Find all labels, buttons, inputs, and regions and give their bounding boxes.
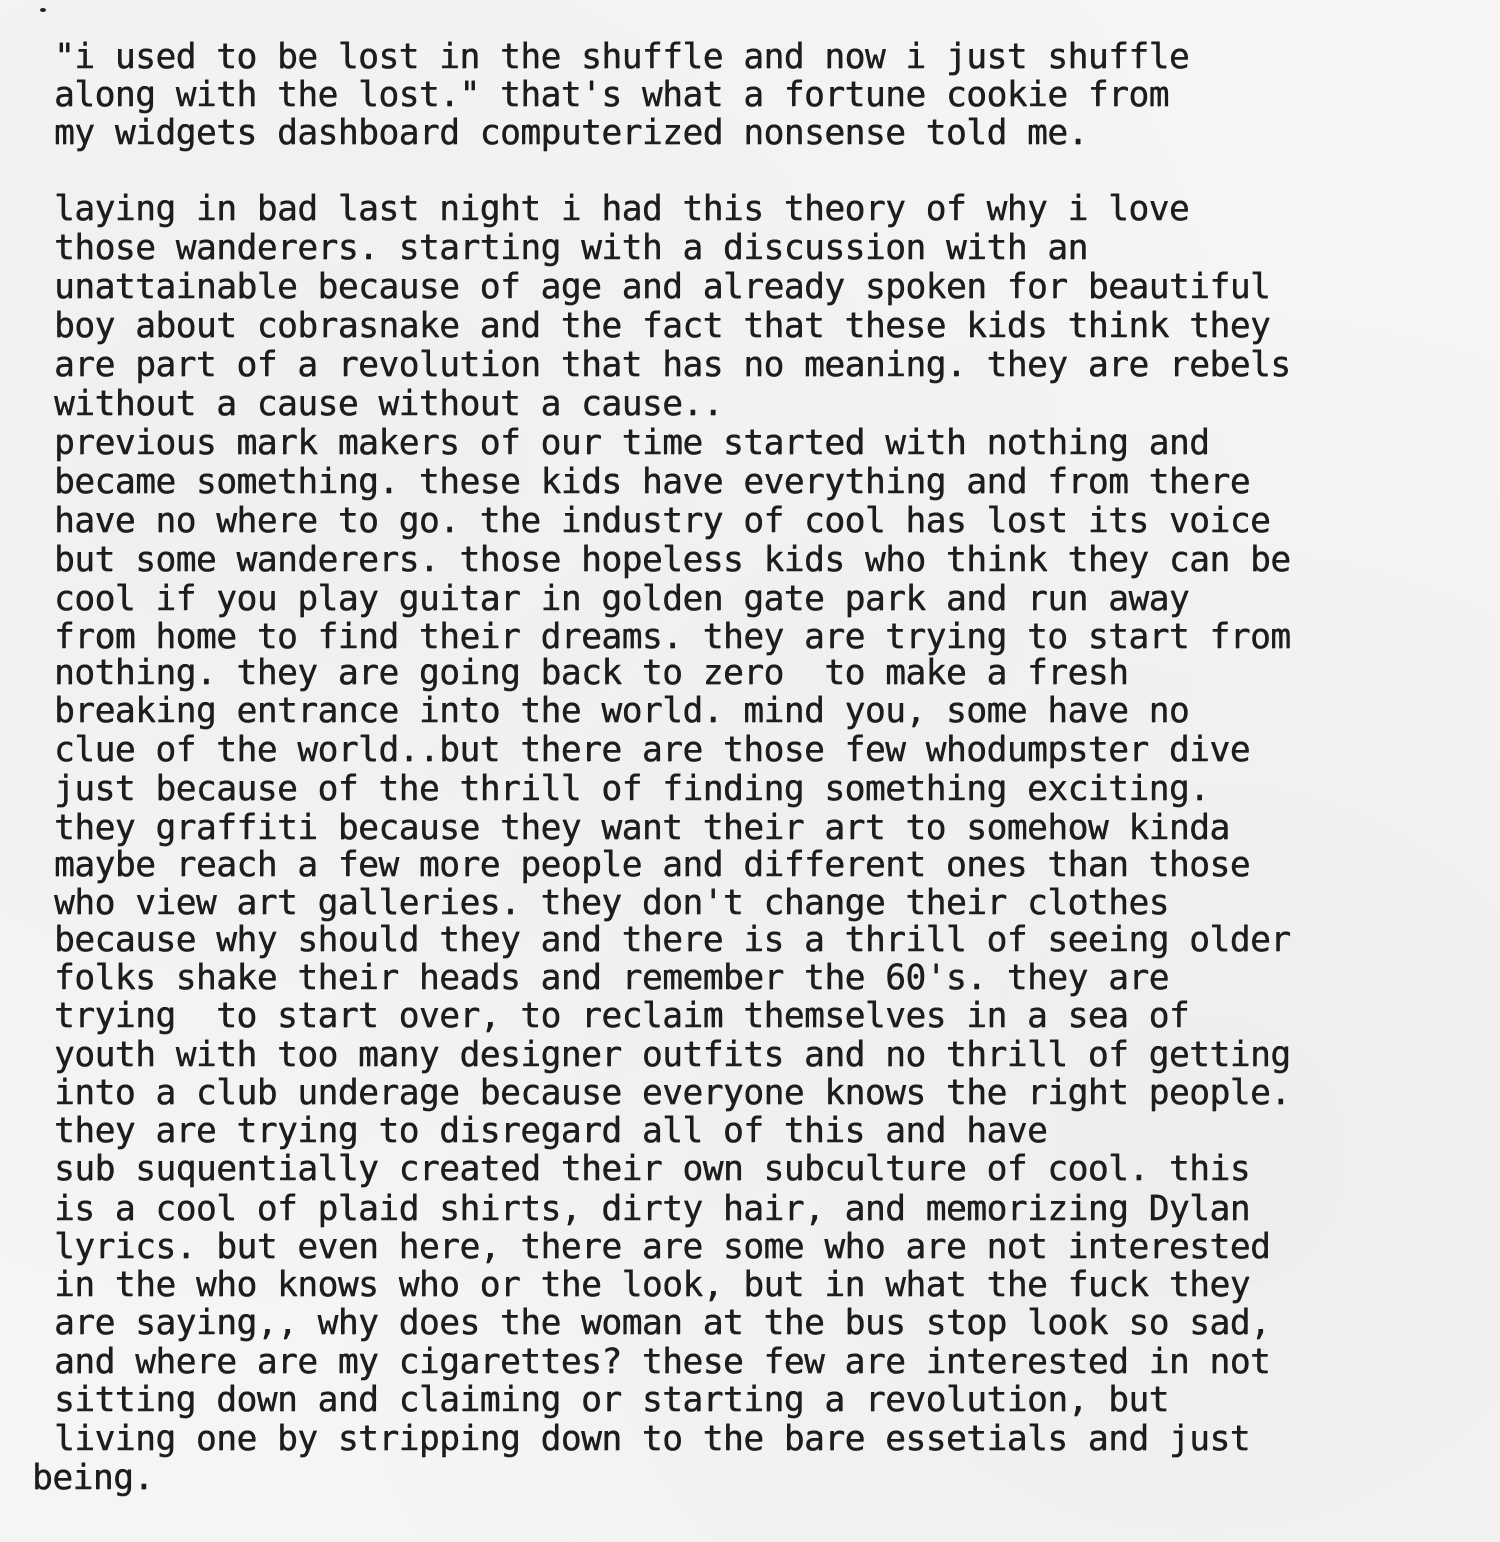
typed-line: is a cool of plaid shirts, dirty hair, and memorizing Dylan <box>54 1189 1250 1229</box>
typed-line: from home to find their dreams. they are trying to start from <box>54 617 1291 657</box>
typed-line: boy about cobrasnake and the fact that these kids think they <box>54 306 1271 346</box>
typed-line: lyrics. but even here, there are some who are not interested <box>54 1227 1271 1267</box>
typed-line: youth with too many designer outfits and no thrill of getting <box>54 1035 1291 1075</box>
typed-line: "i used to be lost in the shuffle and now i just shuffle <box>54 37 1190 77</box>
typed-line: nothing. they are going back to zero to make a fresh <box>54 653 1129 693</box>
typed-line: in the who knows who or the look, but in what the fuck they <box>54 1265 1250 1305</box>
typed-line: clue of the world..but there are those few whodumpster dive <box>54 730 1250 770</box>
typed-line: have no where to go. the industry of cool has lost its voice <box>54 501 1271 541</box>
typed-line: but some wanderers. those hopeless kids who think they can be <box>54 540 1291 580</box>
typed-line: and where are my cigarettes? these few are interested in not <box>54 1342 1271 1382</box>
typed-line: unattainable because of age and already spoken for beautiful <box>54 267 1271 307</box>
ink-speck <box>40 8 46 12</box>
typed-line: because why should they and there is a thrill of seeing older <box>54 920 1291 960</box>
typed-line: they graffiti because they want their art to somehow kinda <box>54 808 1230 848</box>
typed-line: breaking entrance into the world. mind you, some have no <box>54 691 1190 731</box>
typed-line: being. <box>32 1458 154 1498</box>
typed-line: sub suquentially created their own subculture of cool. this <box>54 1149 1250 1189</box>
typed-line: without a cause without a cause.. <box>54 384 723 424</box>
typed-line: living one by stripping down to the bare essetials and just <box>54 1419 1250 1459</box>
typed-line: they are trying to disregard all of this and have <box>54 1111 1048 1151</box>
typed-line: those wanderers. starting with a discussion with an <box>54 228 1088 268</box>
typed-line: folks shake their heads and remember the 60's. they are <box>54 958 1169 998</box>
typed-line: my widgets dashboard computerized nonsense told me. <box>54 113 1088 153</box>
typed-line: are part of a revolution that has no meaning. they are rebels <box>54 345 1291 385</box>
typed-line: sitting down and claiming or starting a revolution, but <box>54 1380 1169 1420</box>
typed-line: previous mark makers of our time started with nothing and <box>54 423 1210 463</box>
typed-line: into a club underage because everyone knows the right people. <box>54 1073 1291 1113</box>
typed-line: who view art galleries. they don't change their clothes <box>54 883 1169 923</box>
typed-line: cool if you play guitar in golden gate park and run away <box>54 579 1190 619</box>
typed-line: trying to start over, to reclaim themselves in a sea of <box>54 996 1190 1036</box>
typed-line: are saying,, why does the woman at the bus stop look so sad, <box>54 1303 1271 1343</box>
typed-line: along with the lost." that's what a fortune cookie from <box>54 75 1169 115</box>
typed-line: laying in bad last night i had this theory of why i love <box>54 189 1190 229</box>
typed-line: became something. these kids have everything and from there <box>54 462 1250 502</box>
typed-line: just because of the thrill of finding something exciting. <box>54 769 1210 809</box>
typed-line: maybe reach a few more people and different ones than those <box>54 845 1250 885</box>
